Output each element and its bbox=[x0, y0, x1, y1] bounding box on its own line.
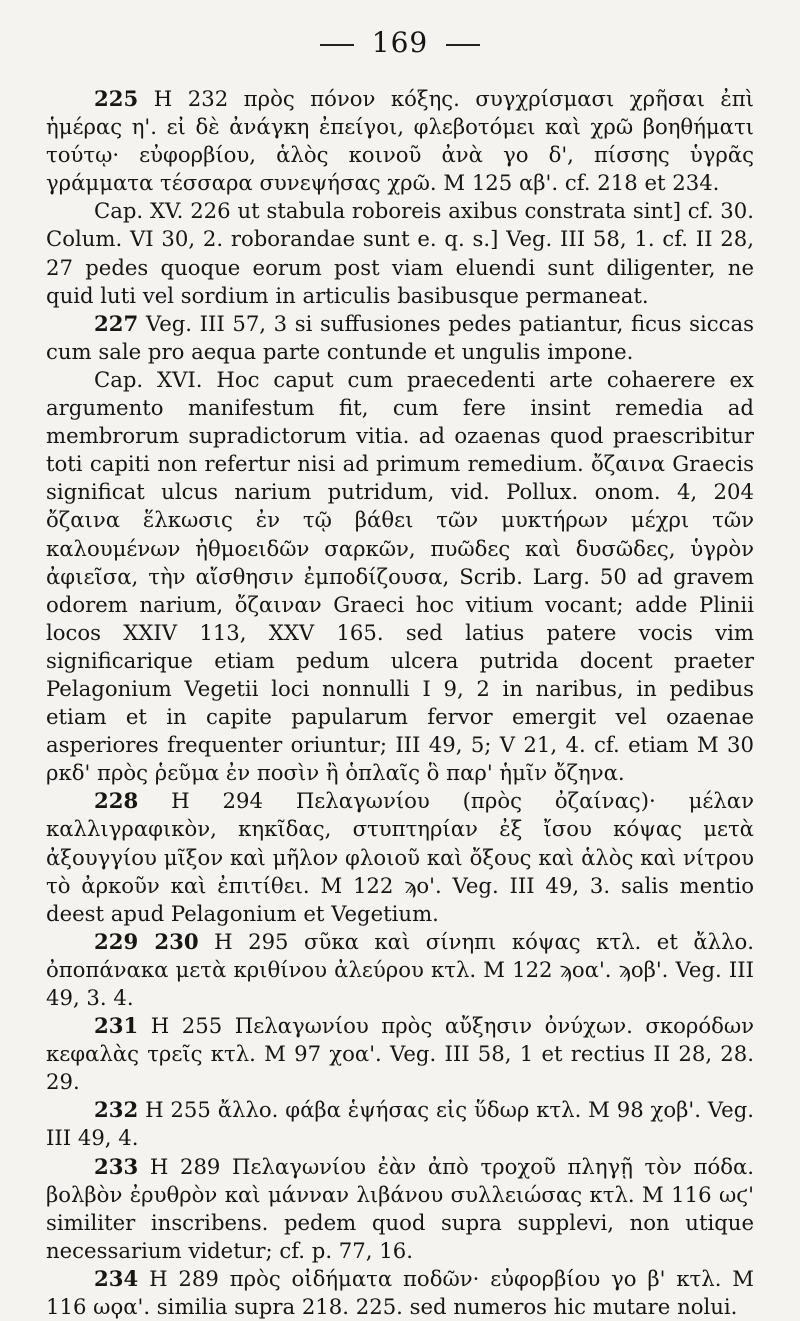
chapter-xvi-note bbox=[46, 366, 754, 787]
note-text: Η 295 σῦκα καὶ σίνηπι κόψας κτλ. et ἄλλο. ὀποπάνακα μετὰ κριθίνου ἀλεύρου κτλ. Μ 122 ϡοα'. ϡοβ'. Veg. III 49, 3. 4. bbox=[46, 928, 754, 1010]
note-text: Η 294 Πελαγωνίου (πρὸς ὀζαίνας)· μέλαν καλλιγραφικὸν, κηκῖδας, στυπτηρίαν ἐξ ἴσου κόψας μετὰ ἀξουγγίου μῖξον καὶ μῆλον φλοιοῦ καὶ ὄξους καὶ ἁλὸς καὶ νίτρου τὸ ἀρκοῦν καὶ ἐπιτίθει. Μ 122 ϡο'. Veg. III 49, 3. salis mentio deest apud Pelagonium et Vegetium. bbox=[46, 788, 754, 926]
page-header bbox=[46, 26, 754, 59]
note-number: 225 bbox=[94, 86, 139, 111]
note-234 bbox=[46, 1265, 754, 1321]
note-228 bbox=[46, 787, 754, 927]
note-text: Η 255 Πελαγωνίου πρὸς αὔξησιν ὀνύχων. σκορόδων κεφαλὰς τρεῖς κτλ. Μ 97 χοα'. Veg. III 58, 1 et rectius II 28, 28. 29. bbox=[46, 1013, 754, 1095]
chapter-xv-note bbox=[46, 197, 754, 309]
note-number: 232 bbox=[94, 1097, 139, 1123]
note-229-230 bbox=[46, 928, 754, 1012]
note-number: 234 bbox=[94, 1265, 139, 1291]
note-text: Cap. XV. 226 ut stabula roboreis axibus constrata sint] cf. 30. Colum. VI 30, 2. roborandae sunt e. q. s.] Veg. III 58, 1. cf. II 28, 27 pedes quoque eorum post viam eluendi sunt diligenter, ne quid luti vel sordium in articulis basibusque permaneat. bbox=[46, 198, 754, 308]
note-text: Cap. XVI. Hoc caput cum praecedenti arte cohaerere ex argumento manifestum fit, cum fere insint remedia ad membrorum supradictorum vitia. ad ozaenas quod praescribitur toti capiti non refertur nisi ad primum remedium. ὄζαινα Graecis significat ulcus narium putridum, vid. Pollux. onom. 4, 204 ὄζαινα ἕλκωσις ἐν τῷ βάθει τῶν μυκτήρων μέχρι τῶν καλουμένων ἠθμοειδῶν σαρκῶν, πυῶδες καὶ δυσῶδες, ὑγρὸν ἀφιεῖσα, τὴν αἴσθησιν ἐμποδίζουσα, Scrib. Larg. 50 ad gravem odorem narium, ὄζαιναν Graeci hoc vitium vocant; adde Plinii locos XXIV 113, XXV 165. sed latius patere vocis vim significarique etiam pedum ulcera putrida docent praeter Pelagonium Vegetii loci nonnulli I 9, 2 in naribus, in pedibus etiam et in capite papularum fervor emergit vel ozaenae asperiores frequenter oriuntur; III 49, 5; V 21, 4. cf. etiam Μ 30 ρκδ' πρὸς ῥεῦμα ἐν ποσὶν ἢ ὁπλαῖς ὃ παρ' ἡμῖν ὄζηνα. bbox=[46, 366, 754, 786]
note-text: Η 232 πρὸς πόνον κόξης. συγχρίσμασι χρῆσαι ἐπὶ ἡμέρας η'. εἰ δὲ ἀνάγκη ἐπείγοι, φλεβοτόμει καὶ χρῶ βοηθήματι τούτῳ· εὐφορβίου, ἁλὸς κοινοῦ ἀνὰ γο δ', πίσσης ὑγρᾶς γράμματα τέσσαρα συνεψήσας χρῶ. Μ 125 αβ'. cf. 218 et 234. bbox=[46, 86, 754, 196]
note-text: Η 289 πρὸς οἰδήματα ποδῶν· εὐφορβίου γο β' κτλ. Μ 116 ωϙα'. similia supra 218. 225. sed numeros hic mutare nolui. bbox=[46, 1265, 754, 1320]
note-225 bbox=[46, 85, 754, 197]
note-231 bbox=[46, 1012, 754, 1096]
commentary-text bbox=[46, 85, 754, 1321]
note-232 bbox=[46, 1096, 754, 1152]
note-text: Η 255 ἄλλο. φάβα ἑψήσας εἰς ὕδωρ κτλ. Μ 98 χοβ'. Veg. III 49, 4. bbox=[46, 1097, 754, 1151]
note-number: 233 bbox=[94, 1153, 139, 1179]
note-227 bbox=[46, 310, 754, 366]
note-233 bbox=[46, 1153, 754, 1265]
note-number: 228 bbox=[94, 788, 139, 814]
note-text: Veg. III 57, 3 si suffusiones pedes patiantur, ficus siccas cum sale pro aequa parte contunde et ungulis impone. bbox=[46, 310, 754, 364]
note-number: 229 230 bbox=[94, 928, 199, 954]
note-text: Η 289 Πελαγωνίου ἐὰν ἀπὸ τροχοῦ πληγῇ τὸν πόδα. βολβὸν ἐρυθρὸν καὶ μάνναν λιβάνου συλλειώσας κτλ. Μ 116 ωϛ' similiter inscribens. pedem quod supra supplevi, non utique necessarium videtur; cf. p. 77, 16. bbox=[46, 1153, 754, 1263]
header-dash-left bbox=[320, 44, 354, 46]
note-number: 227 bbox=[94, 310, 139, 336]
header-dash-right bbox=[446, 44, 480, 46]
page-number: 169 bbox=[371, 26, 429, 59]
note-number: 231 bbox=[94, 1013, 139, 1039]
